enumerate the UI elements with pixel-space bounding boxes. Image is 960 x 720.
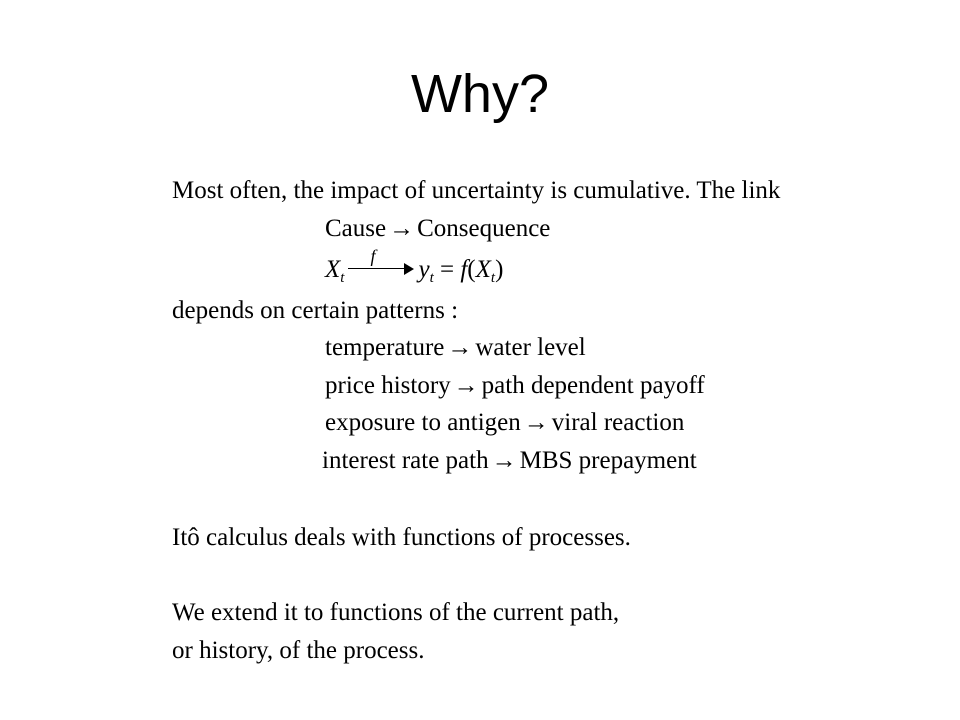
- formula-lhs-var: X: [325, 256, 341, 283]
- formula-lhs-subscript: t: [340, 270, 345, 286]
- formula-line: [325, 246, 504, 287]
- right-arrow-icon: →: [453, 372, 479, 399]
- depends-line: depends on certain patterns :: [172, 297, 459, 324]
- right-arrow-icon: →: [491, 447, 517, 474]
- example-1-right: water level: [475, 334, 586, 361]
- example-3-left: exposure to antigen: [325, 409, 521, 436]
- example-2-right: path dependent payoff: [481, 372, 705, 399]
- example-3-right: viral reaction: [551, 409, 685, 436]
- example-line-2: [325, 369, 705, 403]
- mapping-label: f: [370, 246, 376, 266]
- formula-func: f: [460, 256, 468, 283]
- formula-close-paren: ): [495, 256, 504, 283]
- right-arrow-icon: →: [447, 334, 473, 361]
- example-1-left: temperature: [325, 334, 445, 361]
- slide-title: Why?: [410, 64, 550, 124]
- formula-open-paren: (: [467, 256, 476, 283]
- right-arrow-icon: →: [389, 215, 415, 242]
- intro-line: Most often, the impact of uncertainty is cumulative. The link: [172, 177, 781, 204]
- example-2-left: price history: [325, 372, 451, 399]
- extend-line-1: We extend it to functions of the current path,: [172, 599, 620, 626]
- example-line-3: [325, 406, 684, 440]
- formula-rhs-var: y: [418, 256, 430, 283]
- right-arrow-icon: →: [523, 409, 549, 436]
- extend-line-2: or history, of the process.: [172, 637, 425, 664]
- cause-text: Cause: [325, 215, 387, 242]
- mapping-arrow-icon: [348, 246, 414, 279]
- ito-line: Itô calculus deals with functions of processes.: [172, 524, 631, 551]
- formula-inner-subscript: t: [490, 270, 496, 286]
- example-line-1: [325, 331, 586, 365]
- example-4-right: MBS prepayment: [519, 447, 697, 474]
- cause-consequence-line: [325, 212, 550, 246]
- formula-equals: =: [439, 256, 455, 283]
- consequence-text: Consequence: [417, 215, 551, 242]
- example-line-4: [322, 444, 697, 478]
- formula-rhs-subscript: t: [429, 270, 434, 286]
- formula-inner-var: X: [475, 256, 491, 283]
- example-4-left: interest rate path: [322, 447, 489, 474]
